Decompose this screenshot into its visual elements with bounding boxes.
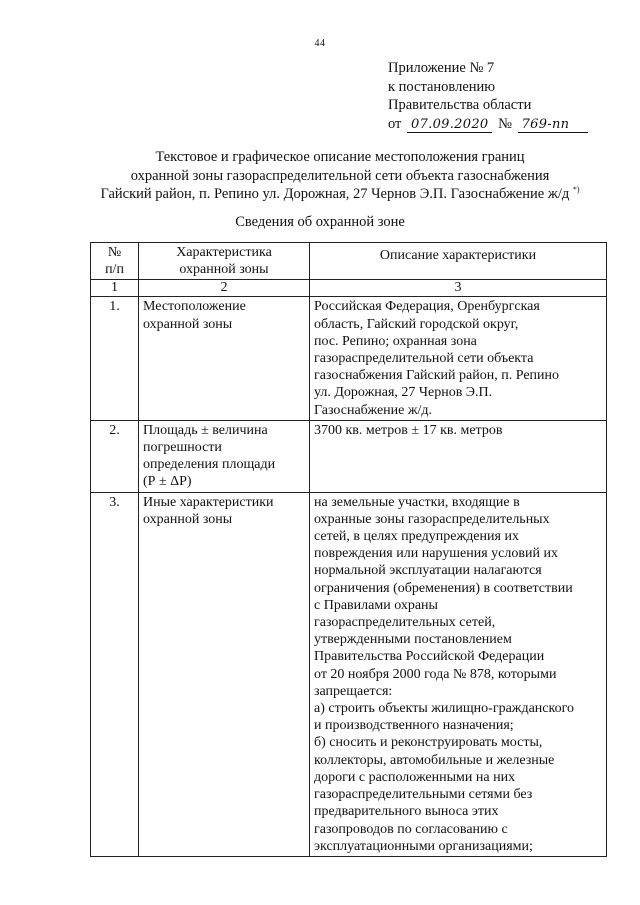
row-characteristic: Площадь ± величина погрешности определения площади (Р ± ΔР) bbox=[139, 420, 310, 492]
index-cell-2: 2 bbox=[139, 280, 310, 297]
header-cell-description: Описание характеристики bbox=[310, 243, 607, 280]
footnote-marker: *) bbox=[572, 185, 580, 195]
table-header-row bbox=[91, 243, 607, 280]
appendix-date-line bbox=[388, 115, 590, 134]
row-description: 3700 кв. метров ± 17 кв. метров bbox=[310, 420, 607, 492]
row-characteristic: Местоположение охранной зоны bbox=[139, 297, 310, 420]
table-row bbox=[91, 492, 607, 856]
row-description: на земельные участки, входящие в охранные зоны газораспределительных сетей, в целях предупреждения их повреждения или нарушения условий их нормальной эксплуатации налагаются ограничения (обременения) в соответствии с Правилами охраны газораспределительных сетей, утвержденными постановлением Правительства Российской Федерации от 20 ноября 2000 года № 878, которыми запрещается: а) строить объекты жилищно-гражданского и производственного назначения; б) сносить и реконструировать мосты, коллекторы, автомобильные и железные дороги с расположенными на них газораспределительными сетями без предварительного выноса этих газопроводов по согласованию с эксплуатационными организациями; bbox=[310, 492, 607, 856]
title-line-3-text: Гайский район, п. Репино ул. Дорожная, 27 Чернов Э.П. Газоснабжение ж/д bbox=[100, 186, 570, 202]
page-number: 44 bbox=[314, 38, 326, 49]
number-sign: № bbox=[498, 115, 512, 132]
handwritten-number: 769-пп bbox=[518, 117, 588, 133]
row-number: 2. bbox=[91, 420, 139, 492]
document-title bbox=[40, 148, 640, 204]
index-cell-3: 3 bbox=[310, 280, 607, 297]
table-index-row bbox=[91, 280, 607, 297]
header-cell-number: № п/п bbox=[91, 243, 139, 280]
title-line-3 bbox=[40, 185, 640, 204]
table-row bbox=[91, 420, 607, 492]
appendix-line-2: к постановлению bbox=[388, 78, 496, 95]
table-row bbox=[91, 297, 607, 420]
row-characteristic: Иные характеристики охранной зоны bbox=[139, 492, 310, 856]
handwritten-date: 07.09.2020 bbox=[407, 117, 492, 133]
section-title: Сведения об охранной зоне bbox=[235, 214, 405, 230]
row-number: 1. bbox=[91, 297, 139, 420]
date-prefix: от bbox=[388, 115, 402, 132]
index-cell-1: 1 bbox=[91, 280, 139, 297]
appendix-line-1: Приложение № 7 bbox=[388, 60, 495, 76]
row-description: Российская Федерация, Оренбургская область, Гайский городской округ, пос. Репино; охранная зона газораспределительной сети объекта газоснабжения Гайский район, п. Репино ул. Дорожная, 27 Чернов Э.П. Газоснабжение ж/д. bbox=[310, 297, 607, 420]
title-line-2: охранной зоны газораспределительной сети объекта газоснабжения bbox=[130, 167, 550, 184]
title-line-1: Текстовое и графическое описание местоположения границ bbox=[155, 149, 525, 165]
zone-info-table bbox=[90, 242, 607, 857]
appendix-line-3: Правительства области bbox=[388, 97, 532, 113]
header-cell-characteristic: Характеристика охранной зоны bbox=[139, 243, 310, 280]
appendix-block bbox=[388, 59, 590, 133]
row-number: 3. bbox=[91, 492, 139, 856]
